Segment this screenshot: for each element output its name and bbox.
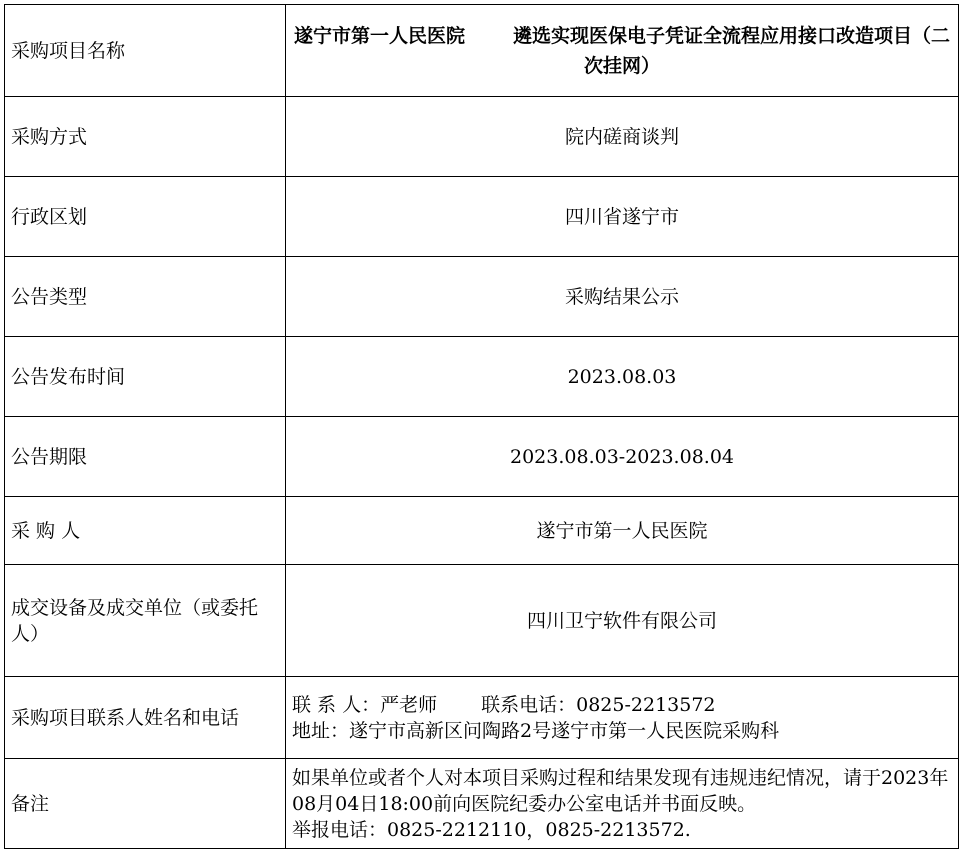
label-purchaser: 采 购 人	[5, 497, 286, 565]
value-procurement-method: 院内磋商谈判	[286, 97, 959, 177]
contact-address: 地址：遂宁市高新区问陶路2号遂宁市第一人民医院采购科	[292, 719, 780, 742]
value-remarks	[286, 759, 959, 849]
value-publish-date: 2023.08.03	[286, 337, 959, 417]
label-region: 行政区划	[5, 177, 286, 257]
label-procurement-method: 采购方式	[5, 97, 286, 177]
label-notice-type: 公告类型	[5, 257, 286, 337]
value-notice-type: 采购结果公示	[286, 257, 959, 337]
row-procurement-method	[5, 97, 959, 177]
contact-person-phone: 联 系 人：严老师 联系电话：0825-2213572	[292, 693, 716, 716]
procurement-result-table	[4, 4, 959, 849]
remarks-text: 如果单位或者个人对本项目采购过程和结果发现有违规违纪情况，请于2023年08月04日18:00前向医院纪委办公室电话并书面反映。	[292, 766, 949, 815]
value-winning-bidder: 四川卫宁软件有限公司	[286, 565, 959, 677]
project-name-title: 遴选实现医保电子凭证全流程应用接口改造项目（二次挂网）	[513, 24, 951, 77]
label-contact: 采购项目联系人姓名和电话	[5, 677, 286, 759]
row-project-name	[5, 5, 959, 97]
label-publish-date: 公告发布时间	[5, 337, 286, 417]
label-project-name: 采购项目名称	[5, 5, 286, 97]
label-remarks: 备注	[5, 759, 286, 849]
row-notice-type	[5, 257, 959, 337]
row-publish-date	[5, 337, 959, 417]
row-contact	[5, 677, 959, 759]
row-notice-period	[5, 417, 959, 497]
row-purchaser	[5, 497, 959, 565]
value-contact	[286, 677, 959, 759]
value-purchaser: 遂宁市第一人民医院	[286, 497, 959, 565]
label-winning-bidder: 成交设备及成交单位（或委托人）	[5, 565, 286, 677]
value-project-name	[286, 5, 959, 97]
row-winning-bidder	[5, 565, 959, 677]
project-name-hospital: 遂宁市第一人民医院	[293, 24, 465, 47]
value-notice-period: 2023.08.03-2023.08.04	[286, 417, 959, 497]
value-region: 四川省遂宁市	[286, 177, 959, 257]
row-region	[5, 177, 959, 257]
report-phone: 举报电话：0825-2212110，0825-2213572.	[292, 818, 691, 841]
row-remarks	[5, 759, 959, 849]
label-notice-period: 公告期限	[5, 417, 286, 497]
